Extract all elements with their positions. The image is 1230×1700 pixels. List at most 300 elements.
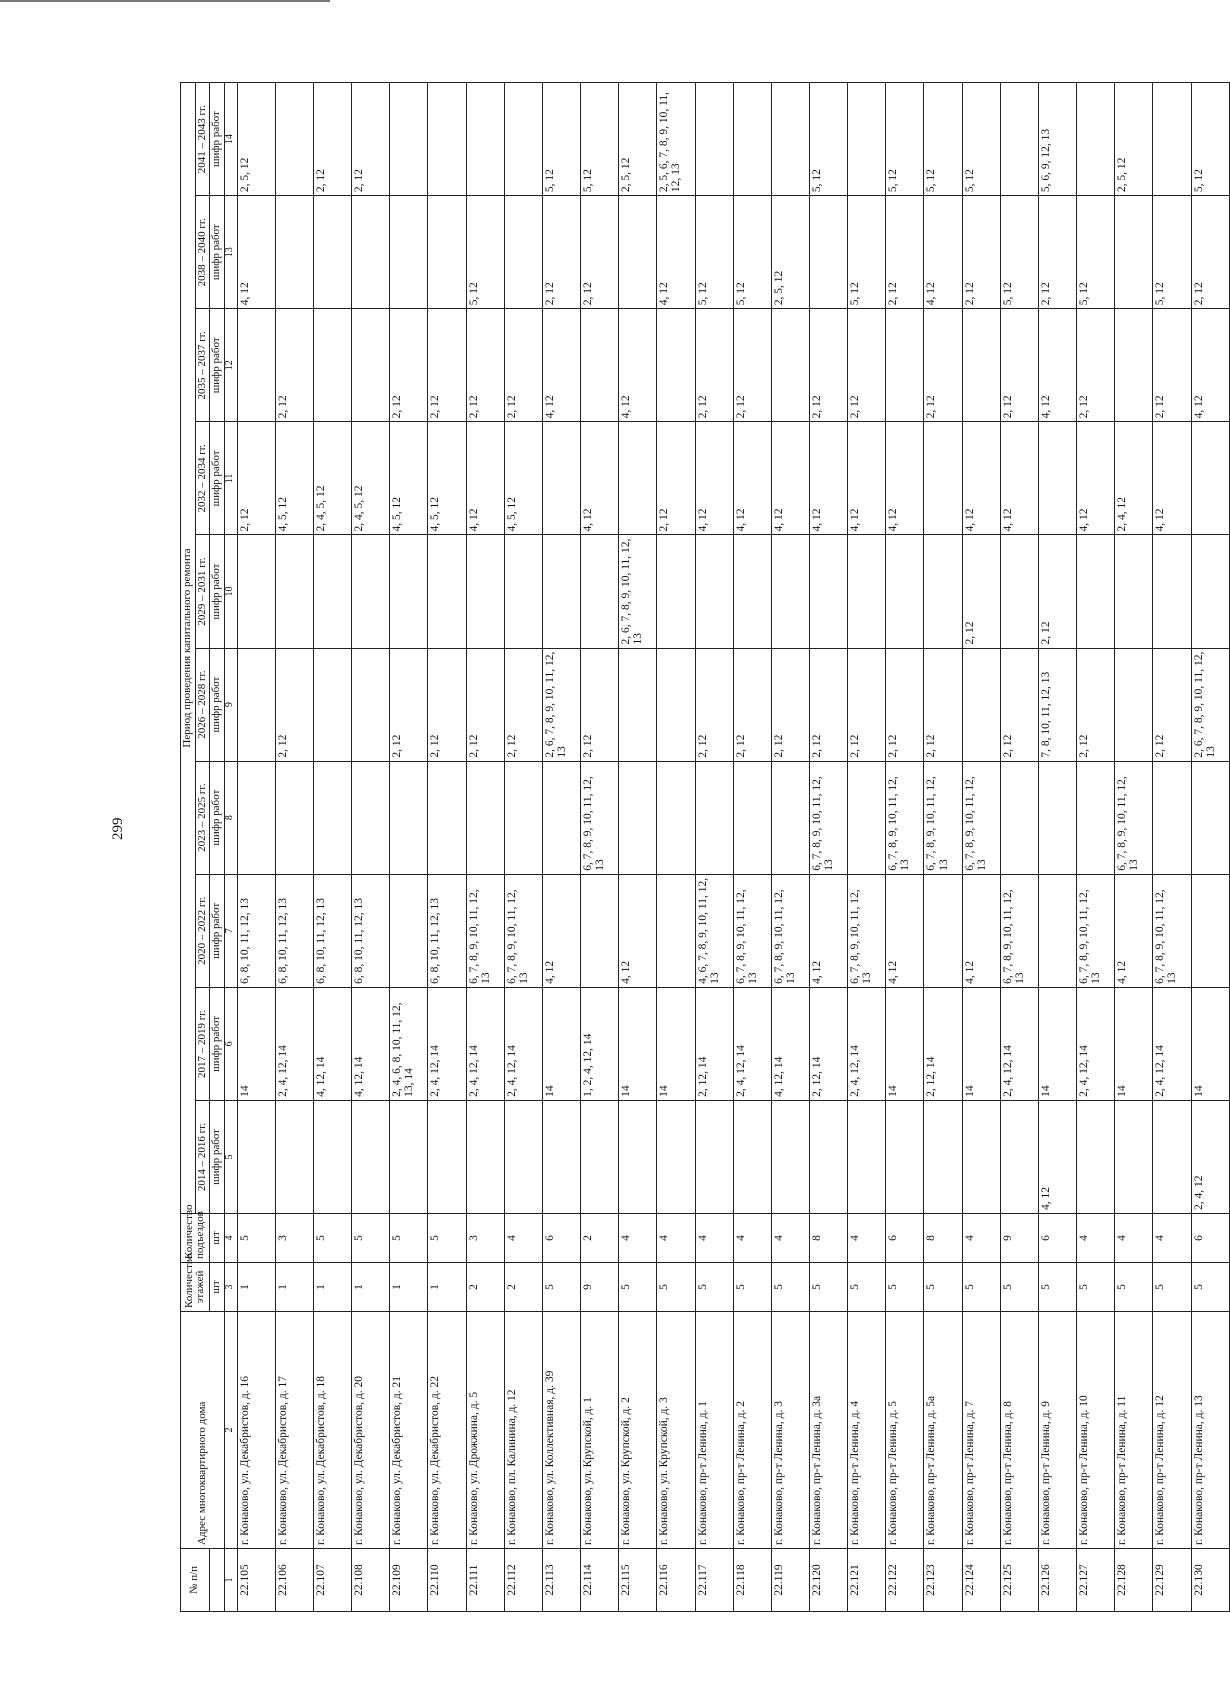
work-code-cell: 2, 12 bbox=[1191, 196, 1229, 309]
entrances-cell: 5 bbox=[428, 1214, 466, 1263]
row-number: 22.112 bbox=[504, 1549, 542, 1612]
work-code-cell bbox=[237, 648, 275, 761]
address-cell: г. Конаково, пр-т Ленина, д. 4 bbox=[848, 1312, 886, 1549]
work-code-cell bbox=[962, 1100, 1000, 1213]
period-header: 2014 – 2016 гг. bbox=[195, 1100, 210, 1213]
work-code-cell: 6, 7, 8, 9, 10, 11, 12, 13 bbox=[1153, 874, 1191, 987]
work-code-cell: 2, 5, 12 bbox=[1115, 83, 1153, 196]
floors-cell: 1 bbox=[313, 1263, 351, 1312]
work-code-cell bbox=[619, 648, 657, 761]
work-code-cell bbox=[428, 83, 466, 196]
column-index: 7 bbox=[224, 874, 237, 987]
work-code-cell bbox=[1115, 1100, 1153, 1213]
work-code-cell: 6, 8, 10, 11, 12, 13 bbox=[237, 874, 275, 987]
work-code-cell: 2, 12 bbox=[390, 648, 428, 761]
table-row bbox=[581, 83, 619, 1612]
work-code-header: шифр работ bbox=[210, 535, 225, 648]
row-number: 22.109 bbox=[390, 1549, 428, 1612]
work-code-cell: 2, 12 bbox=[771, 648, 809, 761]
floors-cell: 1 bbox=[352, 1263, 390, 1312]
work-code-cell: 5, 12 bbox=[886, 83, 924, 196]
entrances-cell: 2 bbox=[581, 1214, 619, 1263]
work-code-cell bbox=[619, 196, 657, 309]
work-code-cell bbox=[1153, 535, 1191, 648]
period-header: 2035 – 2037 гг. bbox=[195, 309, 210, 422]
work-code-cell: 5, 6, 9, 12, 13 bbox=[1038, 83, 1076, 196]
work-code-cell bbox=[313, 648, 351, 761]
work-code-cell bbox=[275, 1100, 313, 1213]
work-code-cell: 6, 7, 8, 9, 10, 11, 12, 13 bbox=[1077, 874, 1115, 987]
work-code-cell: 2, 12 bbox=[1000, 309, 1038, 422]
table-row bbox=[657, 83, 695, 1612]
work-code-cell: 2, 4, 12, 14 bbox=[1077, 987, 1115, 1100]
work-code-cell: 4, 12 bbox=[962, 422, 1000, 535]
column-index: 10 bbox=[224, 535, 237, 648]
column-index: 9 bbox=[224, 648, 237, 761]
work-code-cell bbox=[1077, 535, 1115, 648]
work-code-cell: 5, 12 bbox=[1191, 83, 1229, 196]
entrances-cell: 3 bbox=[466, 1214, 504, 1263]
work-code-cell: 14 bbox=[1115, 987, 1153, 1100]
column-index: 5 bbox=[224, 1100, 237, 1213]
entrances-cell: 4 bbox=[619, 1214, 657, 1263]
work-code-cell: 2, 12 bbox=[1153, 309, 1191, 422]
row-number: 22.126 bbox=[1038, 1549, 1076, 1612]
work-code-cell bbox=[1153, 83, 1191, 196]
header-entrances-unit: шт bbox=[210, 1214, 225, 1263]
table-row bbox=[886, 83, 924, 1612]
work-code-cell bbox=[695, 1100, 733, 1213]
address-cell: г. Конаково, ул. Крупской, д. 3 bbox=[657, 1312, 695, 1549]
work-code-cell: 2, 12 bbox=[1077, 648, 1115, 761]
work-code-cell: 2, 12 bbox=[962, 196, 1000, 309]
work-code-header: шифр работ bbox=[210, 309, 225, 422]
work-code-cell: 4, 5, 12 bbox=[275, 422, 313, 535]
floors-cell: 5 bbox=[848, 1263, 886, 1312]
work-code-cell bbox=[390, 874, 428, 987]
work-code-cell: 2, 12 bbox=[466, 648, 504, 761]
floors-cell: 1 bbox=[428, 1263, 466, 1312]
address-cell: г. Конаково, пр-т Ленина, д. 12 bbox=[1153, 1312, 1191, 1549]
work-code-cell: 7, 8, 10, 11, 12, 13 bbox=[1038, 648, 1076, 761]
work-code-cell bbox=[1191, 761, 1229, 874]
entrances-cell: 4 bbox=[1115, 1214, 1153, 1263]
work-code-cell bbox=[352, 1100, 390, 1213]
work-code-cell bbox=[1191, 535, 1229, 648]
row-number: 22.107 bbox=[313, 1549, 351, 1612]
work-code-cell bbox=[771, 83, 809, 196]
work-code-cell bbox=[733, 535, 771, 648]
work-code-cell bbox=[1115, 648, 1153, 761]
address-cell: г. Конаково, пр-т Ленина, д. 5 bbox=[886, 1312, 924, 1549]
work-code-cell bbox=[619, 761, 657, 874]
row-number: 22.108 bbox=[352, 1549, 390, 1612]
floors-cell: 5 bbox=[924, 1263, 962, 1312]
work-code-cell: 4, 12 bbox=[1000, 422, 1038, 535]
work-code-cell bbox=[809, 1100, 847, 1213]
table-row bbox=[771, 83, 809, 1612]
floors-cell: 5 bbox=[619, 1263, 657, 1312]
work-code-cell bbox=[733, 761, 771, 874]
table-row bbox=[504, 83, 542, 1612]
work-code-header: шифр работ bbox=[210, 422, 225, 535]
address-cell: г. Конаково, ул. Декабристов, д. 20 bbox=[352, 1312, 390, 1549]
work-code-cell: 4, 12, 14 bbox=[771, 987, 809, 1100]
table-row bbox=[619, 83, 657, 1612]
floors-cell: 5 bbox=[1038, 1263, 1076, 1312]
work-code-header: шифр работ bbox=[210, 987, 225, 1100]
address-cell: г. Конаково, ул. Декабристов, д. 17 bbox=[275, 1312, 313, 1549]
address-cell: г. Конаково, ул. Коллективная, д. 39 bbox=[542, 1312, 580, 1549]
work-code-cell: 2, 12 bbox=[466, 309, 504, 422]
work-code-cell bbox=[352, 196, 390, 309]
work-code-cell bbox=[466, 83, 504, 196]
table-row bbox=[542, 83, 580, 1612]
work-code-cell: 14 bbox=[657, 987, 695, 1100]
work-code-cell bbox=[657, 761, 695, 874]
work-code-cell: 4, 12 bbox=[962, 874, 1000, 987]
work-code-cell: 2, 4, 12, 14 bbox=[1153, 987, 1191, 1100]
period-header: 2041 – 2043 гг. bbox=[195, 83, 210, 196]
work-code-cell bbox=[886, 535, 924, 648]
work-code-cell: 2, 12 bbox=[581, 648, 619, 761]
work-code-cell bbox=[313, 1100, 351, 1213]
work-code-cell: 2, 5, 12 bbox=[619, 83, 657, 196]
work-code-cell: 4, 12 bbox=[466, 422, 504, 535]
row-number: 22.130 bbox=[1191, 1549, 1229, 1612]
work-code-cell bbox=[657, 309, 695, 422]
work-code-cell bbox=[848, 535, 886, 648]
table-body bbox=[237, 83, 1229, 1612]
table-row bbox=[848, 83, 886, 1612]
work-code-cell: 4, 12 bbox=[1153, 422, 1191, 535]
entrances-cell: 4 bbox=[733, 1214, 771, 1263]
work-code-cell bbox=[1191, 874, 1229, 987]
header-floors-unit: шт bbox=[210, 1263, 225, 1312]
work-code-cell bbox=[237, 309, 275, 422]
work-code-cell: 2, 5, 12 bbox=[771, 196, 809, 309]
column-index: 2 bbox=[224, 1312, 237, 1549]
work-code-cell bbox=[1038, 422, 1076, 535]
work-code-cell: 2, 12 bbox=[733, 648, 771, 761]
floors-cell: 5 bbox=[1191, 1263, 1229, 1312]
entrances-cell: 9 bbox=[1000, 1214, 1038, 1263]
work-code-cell bbox=[390, 196, 428, 309]
work-code-cell: 2, 12 bbox=[695, 648, 733, 761]
work-code-cell bbox=[657, 874, 695, 987]
work-code-cell: 2, 12 bbox=[1153, 648, 1191, 761]
work-code-cell: 2, 12, 14 bbox=[695, 987, 733, 1100]
floors-cell: 1 bbox=[275, 1263, 313, 1312]
rotated-table-wrapper bbox=[180, 82, 1230, 1612]
work-code-cell: 2, 4, 12, 14 bbox=[1000, 987, 1038, 1100]
work-code-cell bbox=[275, 761, 313, 874]
table-row bbox=[313, 83, 351, 1612]
row-number: 22.106 bbox=[275, 1549, 313, 1612]
work-code-cell: 6, 8, 10, 11, 12, 13 bbox=[352, 874, 390, 987]
work-code-cell: 6, 7, 8, 9, 10, 11, 12, 13 bbox=[1000, 874, 1038, 987]
work-code-cell: 2, 12 bbox=[733, 309, 771, 422]
work-code-cell: 4, 12 bbox=[924, 196, 962, 309]
repair-schedule-table bbox=[180, 82, 1230, 1612]
column-index: 11 bbox=[224, 422, 237, 535]
work-code-cell bbox=[1000, 1100, 1038, 1213]
work-code-cell bbox=[1077, 1100, 1115, 1213]
work-code-cell bbox=[924, 1100, 962, 1213]
entrances-cell: 8 bbox=[924, 1214, 962, 1263]
entrances-cell: 6 bbox=[542, 1214, 580, 1263]
work-code-cell bbox=[352, 761, 390, 874]
table-row bbox=[1038, 83, 1076, 1612]
work-code-header: шифр работ bbox=[210, 83, 225, 196]
work-code-cell: 5, 12 bbox=[466, 196, 504, 309]
work-code-cell: 6, 7, 8, 9, 10, 11, 12, 13 bbox=[962, 761, 1000, 874]
work-code-cell: 5, 12 bbox=[1000, 196, 1038, 309]
address-cell: г. Конаково, пр-т Ленина, д. 9 bbox=[1038, 1312, 1076, 1549]
work-code-cell: 6, 7, 8, 9, 10, 11, 12, 13 bbox=[809, 761, 847, 874]
work-code-cell: 4, 12 bbox=[695, 422, 733, 535]
floors-cell: 5 bbox=[886, 1263, 924, 1312]
work-code-cell: 2, 12 bbox=[886, 648, 924, 761]
table-row bbox=[275, 83, 313, 1612]
floors-cell: 5 bbox=[695, 1263, 733, 1312]
work-code-cell: 2, 12 bbox=[581, 196, 619, 309]
work-code-cell bbox=[1153, 761, 1191, 874]
work-code-cell bbox=[657, 1100, 695, 1213]
floors-cell: 5 bbox=[1115, 1263, 1153, 1312]
work-code-cell bbox=[657, 648, 695, 761]
work-code-cell bbox=[733, 83, 771, 196]
column-index: 4 bbox=[224, 1214, 237, 1263]
work-code-cell bbox=[962, 648, 1000, 761]
work-code-cell: 6, 7, 8, 9, 10, 11, 12, 13 bbox=[581, 761, 619, 874]
work-code-cell bbox=[581, 535, 619, 648]
work-code-cell: 2, 4, 12, 14 bbox=[466, 987, 504, 1100]
period-header: 2020 – 2022 гг. bbox=[195, 874, 210, 987]
row-number: 22.127 bbox=[1077, 1549, 1115, 1612]
work-code-header: шифр работ bbox=[210, 1100, 225, 1213]
address-cell: г. Конаково, пл. Калинина, д. 12 bbox=[504, 1312, 542, 1549]
work-code-cell: 4, 12 bbox=[619, 874, 657, 987]
address-cell: г. Конаково, пр-т Ленина, д. 10 bbox=[1077, 1312, 1115, 1549]
row-number: 22.113 bbox=[542, 1549, 580, 1612]
work-code-cell: 6, 7, 8, 9, 10, 11, 12, 13 bbox=[504, 874, 542, 987]
work-code-header: шифр работ bbox=[210, 648, 225, 761]
work-code-cell: 14 bbox=[1191, 987, 1229, 1100]
row-number: 22.118 bbox=[733, 1549, 771, 1612]
header-address: Адрес многоквартирного дома bbox=[181, 1312, 225, 1549]
work-code-cell: 4, 12 bbox=[1077, 422, 1115, 535]
work-code-cell: 6, 7, 8, 9, 10, 11, 12, 13 bbox=[924, 761, 962, 874]
floors-cell: 5 bbox=[1153, 1263, 1191, 1312]
work-code-cell: 4, 12 bbox=[1038, 1100, 1076, 1213]
work-code-cell bbox=[390, 535, 428, 648]
work-code-cell bbox=[695, 83, 733, 196]
address-cell: г. Конаково, пр-т Ленина, д. 7 bbox=[962, 1312, 1000, 1549]
work-code-cell: 4, 12 bbox=[237, 196, 275, 309]
work-code-cell: 6, 8, 10, 11, 12, 13 bbox=[275, 874, 313, 987]
work-code-cell: 2, 12 bbox=[313, 83, 351, 196]
table-row bbox=[1115, 83, 1153, 1612]
work-code-cell: 4, 12 bbox=[771, 422, 809, 535]
work-code-cell: 14 bbox=[542, 987, 580, 1100]
work-code-cell: 6, 8, 10, 11, 12, 13 bbox=[428, 874, 466, 987]
entrances-cell: 4 bbox=[771, 1214, 809, 1263]
period-header: 2026 – 2028 гг. bbox=[195, 648, 210, 761]
work-code-cell: 2, 12 bbox=[809, 648, 847, 761]
address-cell: г. Конаково, ул. Декабристов, д. 16 bbox=[237, 1312, 275, 1549]
work-code-cell: 4, 12 bbox=[542, 874, 580, 987]
work-code-cell bbox=[390, 83, 428, 196]
row-number: 22.105 bbox=[237, 1549, 275, 1612]
address-cell: г. Конаково, пр-т Ленина, д. 11 bbox=[1115, 1312, 1153, 1549]
work-code-cell: 14 bbox=[1038, 987, 1076, 1100]
work-code-cell bbox=[352, 535, 390, 648]
work-code-cell bbox=[1115, 309, 1153, 422]
work-code-cell: 4, 6, 7, 8, 9, 10, 11, 12, 13 bbox=[695, 874, 733, 987]
entrances-cell: 4 bbox=[962, 1214, 1000, 1263]
row-number: 22.116 bbox=[657, 1549, 695, 1612]
table-row bbox=[237, 83, 275, 1612]
work-code-cell: 5, 12 bbox=[848, 196, 886, 309]
work-code-cell bbox=[237, 1100, 275, 1213]
work-code-cell: 5, 12 bbox=[695, 196, 733, 309]
work-code-cell bbox=[428, 761, 466, 874]
work-code-cell: 2, 12 bbox=[352, 83, 390, 196]
work-code-cell: 2, 12 bbox=[886, 196, 924, 309]
work-code-header: шифр работ bbox=[210, 874, 225, 987]
period-header: 2023 – 2025 гг. bbox=[195, 761, 210, 874]
work-code-cell bbox=[771, 309, 809, 422]
work-code-cell: 5, 12 bbox=[1153, 196, 1191, 309]
table-row bbox=[962, 83, 1000, 1612]
header-no-blank bbox=[210, 1549, 225, 1612]
work-code-cell: 4, 12 bbox=[1191, 309, 1229, 422]
address-cell: г. Конаково, пр-т Ленина, д. 13 bbox=[1191, 1312, 1229, 1549]
work-code-cell bbox=[848, 761, 886, 874]
work-code-cell: 5, 12 bbox=[962, 83, 1000, 196]
table-row bbox=[1191, 83, 1229, 1612]
column-index: 3 bbox=[224, 1263, 237, 1312]
work-code-cell: 2, 4, 5, 12 bbox=[352, 422, 390, 535]
work-code-cell bbox=[1191, 422, 1229, 535]
row-number: 22.123 bbox=[924, 1549, 962, 1612]
work-code-cell: 4, 12 bbox=[657, 196, 695, 309]
work-code-cell bbox=[1115, 535, 1153, 648]
header-entrances: Количество подъездов bbox=[181, 1214, 210, 1263]
work-code-cell: 4, 5, 12 bbox=[504, 422, 542, 535]
work-code-cell bbox=[428, 196, 466, 309]
work-code-cell bbox=[390, 1100, 428, 1213]
work-code-cell bbox=[504, 535, 542, 648]
work-code-cell bbox=[848, 83, 886, 196]
work-code-cell: 2, 4, 12, 14 bbox=[848, 987, 886, 1100]
work-code-cell bbox=[428, 535, 466, 648]
work-code-cell: 2, 6, 7, 8, 9, 10, 11, 12, 13 bbox=[619, 535, 657, 648]
table-row bbox=[695, 83, 733, 1612]
entrances-cell: 5 bbox=[390, 1214, 428, 1263]
work-code-header: шифр работ bbox=[210, 761, 225, 874]
column-index-row bbox=[224, 83, 237, 1612]
floors-cell: 5 bbox=[1077, 1263, 1115, 1312]
work-code-cell bbox=[1000, 83, 1038, 196]
work-code-cell: 2, 12 bbox=[1038, 196, 1076, 309]
work-code-cell: 4, 12 bbox=[1038, 309, 1076, 422]
entrances-cell: 4 bbox=[1077, 1214, 1115, 1263]
work-code-cell: 2, 12 bbox=[542, 196, 580, 309]
work-code-cell: 2, 4, 12, 14 bbox=[275, 987, 313, 1100]
work-code-cell: 14 bbox=[619, 987, 657, 1100]
column-index: 6 bbox=[224, 987, 237, 1100]
work-code-cell: 2, 12 bbox=[695, 309, 733, 422]
floors-cell: 5 bbox=[542, 1263, 580, 1312]
entrances-cell: 5 bbox=[313, 1214, 351, 1263]
period-header: 2029 – 2031 гг. bbox=[195, 535, 210, 648]
work-code-cell bbox=[886, 309, 924, 422]
work-code-cell bbox=[809, 196, 847, 309]
work-code-cell bbox=[771, 535, 809, 648]
work-code-cell: 2, 12 bbox=[657, 422, 695, 535]
work-code-cell bbox=[275, 196, 313, 309]
work-code-cell bbox=[466, 1100, 504, 1213]
work-code-cell: 2, 12 bbox=[1038, 535, 1076, 648]
work-code-cell: 2, 5, 6, 7, 8, 9, 10, 11, 12, 13 bbox=[657, 83, 695, 196]
work-code-cell: 2, 4, 12 bbox=[1191, 1100, 1229, 1213]
work-code-cell: 2, 5, 12 bbox=[237, 83, 275, 196]
work-code-cell bbox=[313, 196, 351, 309]
floors-cell: 5 bbox=[657, 1263, 695, 1312]
row-number: 22.122 bbox=[886, 1549, 924, 1612]
work-code-cell bbox=[466, 535, 504, 648]
work-code-cell bbox=[924, 874, 962, 987]
work-code-cell bbox=[504, 761, 542, 874]
work-code-cell bbox=[390, 761, 428, 874]
floors-cell: 2 bbox=[504, 1263, 542, 1312]
work-code-cell: 4, 12, 14 bbox=[352, 987, 390, 1100]
work-code-cell: 6, 7, 8, 9, 10, 11, 12, 13 bbox=[1115, 761, 1153, 874]
row-number: 22.125 bbox=[1000, 1549, 1038, 1612]
work-code-cell bbox=[1038, 761, 1076, 874]
row-number: 22.128 bbox=[1115, 1549, 1153, 1612]
entrances-cell: 4 bbox=[695, 1214, 733, 1263]
work-code-cell: 2, 12 bbox=[848, 648, 886, 761]
work-code-cell bbox=[733, 1100, 771, 1213]
work-code-cell bbox=[1000, 535, 1038, 648]
work-code-cell bbox=[542, 535, 580, 648]
work-code-cell: 2, 12 bbox=[809, 309, 847, 422]
work-code-cell: 4, 12 bbox=[733, 422, 771, 535]
entrances-cell: 8 bbox=[809, 1214, 847, 1263]
entrances-cell: 4 bbox=[1153, 1214, 1191, 1263]
work-code-cell bbox=[695, 761, 733, 874]
work-code-cell bbox=[848, 1100, 886, 1213]
work-code-cell: 2, 12 bbox=[1000, 648, 1038, 761]
work-code-cell: 2, 12 bbox=[848, 309, 886, 422]
work-code-cell: 2, 12 bbox=[1077, 309, 1115, 422]
work-code-cell bbox=[275, 83, 313, 196]
work-code-cell: 5, 12 bbox=[581, 83, 619, 196]
work-code-cell: 14 bbox=[962, 987, 1000, 1100]
work-code-cell bbox=[771, 1100, 809, 1213]
work-code-cell: 2, 12, 14 bbox=[809, 987, 847, 1100]
table-row bbox=[390, 83, 428, 1612]
address-cell: г. Конаково, ул. Крупской, д. 2 bbox=[619, 1312, 657, 1549]
entrances-cell: 5 bbox=[352, 1214, 390, 1263]
work-code-cell: 1, 2, 4, 12, 14 bbox=[581, 987, 619, 1100]
work-code-cell bbox=[542, 422, 580, 535]
work-code-cell bbox=[504, 1100, 542, 1213]
work-code-cell bbox=[352, 648, 390, 761]
